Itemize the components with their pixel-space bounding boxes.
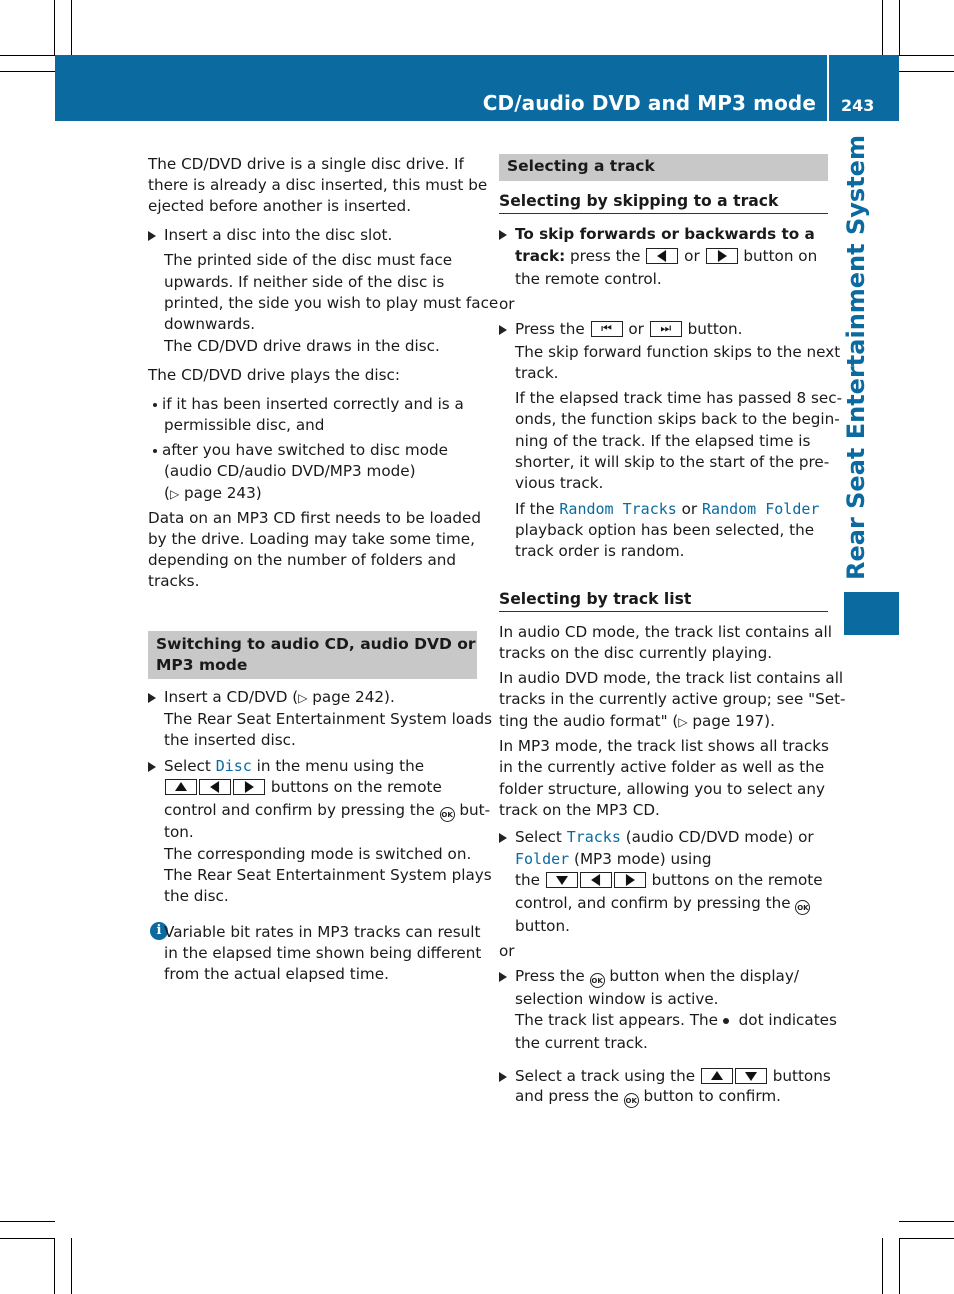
- step-text: buttons on the remote: [164, 777, 442, 798]
- step-detail: the disc.: [164, 887, 229, 905]
- menu-item-disc[interactable]: Disc: [215, 757, 252, 775]
- page-ref-arrow-icon: ▷: [169, 487, 180, 501]
- step-detail: ning of the track. If the elapsed time is: [515, 432, 811, 450]
- step-arrow-icon: [499, 325, 507, 335]
- page-reference[interactable]: page 197).: [692, 712, 775, 730]
- step-detail: The Rear Seat Entertainment System loads: [164, 710, 492, 728]
- step-detail: printed, the side you wish to play must face: [164, 294, 499, 312]
- step-detail: downwards.: [164, 315, 256, 333]
- option-random-tracks[interactable]: Random Tracks: [559, 500, 677, 518]
- crop-mark: [71, 0, 72, 55]
- paragraph: The CD/DVD drive plays the disc:: [148, 366, 400, 384]
- menu-item-folder[interactable]: Folder: [515, 850, 570, 868]
- step-detail: the current track.: [515, 1034, 648, 1052]
- skip-forward-key-icon: ⏭: [650, 321, 682, 337]
- step-detail: upwards. If neither side of the disc is: [164, 273, 445, 291]
- step-detail: The CD/DVD drive draws in the disc.: [164, 337, 440, 355]
- step-detail: The track list appears. The dot indicates: [515, 1011, 837, 1029]
- step-detail: playback option has been selected, the: [515, 521, 815, 539]
- paragraph: in the currently active folder as well as the: [499, 758, 825, 776]
- crop-mark: [899, 1238, 900, 1294]
- paragraph: by the drive. Loading may take some time,: [148, 530, 475, 548]
- paragraph: tracks on the disc currently playing.: [499, 644, 773, 662]
- step-text: the remote control.: [515, 270, 662, 288]
- step-arrow-icon: [499, 230, 507, 240]
- down-key-icon: [546, 872, 578, 888]
- page-header: [55, 55, 899, 121]
- skip-back-key-icon: ⏮: [591, 321, 623, 337]
- paragraph: tracks.: [148, 572, 200, 590]
- crop-mark: [71, 1238, 72, 1294]
- step-detail: onds, the function skips back to the begin-: [515, 410, 840, 428]
- bullet-text: permissible disc, and: [164, 416, 325, 434]
- step-text: Select a track using the buttons: [515, 1067, 831, 1085]
- info-icon: i: [150, 922, 168, 940]
- crop-mark: [54, 1238, 55, 1294]
- subsection-heading: Selecting by skipping to a track: [499, 192, 828, 214]
- note-text: in the elapsed time shown being different: [164, 944, 482, 962]
- page-ref-arrow-icon: ▷: [298, 691, 308, 705]
- subsection-heading: Selecting by track list: [499, 590, 828, 612]
- ok-button-icon: OK: [440, 807, 455, 822]
- crop-mark: [0, 1238, 55, 1239]
- step-detail: The printed side of the disc must face: [164, 251, 453, 269]
- step-text: control and confirm by pressing the OK but-: [164, 800, 490, 822]
- paragraph: In MP3 mode, the track list shows all tracks: [499, 737, 829, 755]
- right-key-icon: [706, 248, 738, 264]
- current-track-dot-icon: [723, 1018, 729, 1024]
- bullet-dot-icon: [153, 403, 157, 407]
- step-detail: If the elapsed track time has passed 8 sec-: [515, 389, 843, 407]
- step-text: To skip forwards or backwards to a: [515, 225, 815, 243]
- left-key-icon: [646, 248, 678, 264]
- step-text: Press the ⏮ or ⏭ button.: [515, 320, 743, 338]
- step-arrow-icon: [499, 1072, 507, 1082]
- step-arrow-icon: [148, 762, 156, 772]
- ok-button-icon: OK: [590, 973, 605, 988]
- page-reference[interactable]: page 242).: [312, 688, 395, 706]
- step-detail: If the Random Tracks or Random Folder: [515, 500, 820, 518]
- section-heading: Switching to audio CD, audio DVD or MP3 mode: [148, 631, 477, 679]
- step-text: Insert a disc into the disc slot.: [164, 226, 393, 244]
- up-key-icon: [701, 1068, 733, 1084]
- page-reference[interactable]: (▷ page 243): [164, 484, 262, 502]
- crop-mark: [882, 1238, 883, 1294]
- crop-mark: [899, 1238, 954, 1239]
- step-detail: track.: [515, 364, 559, 382]
- step-text: ton.: [164, 823, 194, 841]
- page-ref-arrow-icon: ▷: [678, 715, 688, 729]
- down-key-icon: [735, 1068, 767, 1084]
- left-key-icon: [199, 779, 231, 795]
- page-number: 243: [841, 96, 875, 115]
- header-divider: [827, 55, 829, 121]
- crop-mark: [882, 0, 883, 55]
- crop-mark: [0, 55, 55, 56]
- crop-mark: [0, 1221, 55, 1222]
- step-text: the buttons on the remote: [515, 871, 823, 889]
- step-text: Select Disc in the menu using the: [164, 757, 425, 775]
- section-heading: Selecting a track: [499, 154, 828, 181]
- side-chapter-label: Rear Seat Entertainment System: [842, 135, 870, 580]
- step-arrow-icon: [148, 693, 156, 703]
- option-random-folder[interactable]: Random Folder: [702, 500, 820, 518]
- step-text: and press the OK button to confirm.: [515, 1086, 781, 1108]
- ok-button-icon: OK: [795, 900, 810, 915]
- bullet-dot-icon: [153, 449, 157, 453]
- paragraph: ejected before another is inserted.: [148, 197, 412, 215]
- paragraph: The CD/DVD drive is a single disc drive. If: [148, 155, 464, 173]
- step-text: Press the OK button when the display/: [515, 966, 799, 988]
- step-detail: The corresponding mode is switched on.: [164, 845, 472, 863]
- step-text: Insert a CD/DVD (▷ page 242).: [164, 688, 395, 706]
- step-arrow-icon: [499, 833, 507, 843]
- left-key-icon: [580, 872, 612, 888]
- crop-mark: [0, 71, 55, 72]
- bullet-item: if it has been inserted correctly and is a: [153, 394, 464, 415]
- step-detail: the inserted disc.: [164, 731, 296, 749]
- paragraph: ting the audio format" (▷ page 197).: [499, 712, 775, 730]
- paragraph: In audio CD mode, the track list contains all: [499, 623, 832, 641]
- step-detail: vious track.: [515, 474, 604, 492]
- paragraph: depending on the number of folders and: [148, 551, 457, 569]
- crop-mark: [899, 71, 954, 72]
- paragraph: folder structure, allowing you to select any: [499, 780, 825, 798]
- page-title: CD/audio DVD and MP3 mode: [482, 91, 816, 115]
- right-key-icon: [233, 779, 265, 795]
- step-detail: The skip forward function skips to the next: [515, 343, 841, 361]
- bullet-text: (audio CD/audio DVD/MP3 mode): [164, 462, 416, 480]
- up-key-icon: [165, 779, 197, 795]
- paragraph: there is already a disc inserted, this must be: [148, 176, 488, 194]
- step-text: button.: [515, 917, 570, 935]
- step-detail: shorter, it will skip to the start of the pre-: [515, 453, 830, 471]
- step-text: Folder (MP3 mode) using: [515, 850, 712, 868]
- crop-mark: [899, 0, 900, 55]
- step-detail: The Rear Seat Entertainment System plays: [164, 866, 492, 884]
- step-text: track: press the or button on: [515, 247, 818, 265]
- crop-mark: [899, 1221, 954, 1222]
- step-text: control, and confirm by pressing the OK: [515, 893, 810, 915]
- crop-mark: [899, 55, 954, 56]
- note-text: from the actual elapsed time.: [164, 965, 389, 983]
- step-text: Select Tracks (audio CD/DVD mode) or: [515, 828, 814, 846]
- step-arrow-icon: [499, 972, 507, 982]
- paragraph: tracks in the currently active group; see "Set-: [499, 690, 846, 708]
- or-label: or: [499, 295, 515, 313]
- side-chapter-tab: [844, 592, 899, 635]
- menu-item-tracks[interactable]: Tracks: [566, 828, 621, 846]
- ok-button-icon: OK: [624, 1093, 639, 1108]
- paragraph: track on the MP3 CD.: [499, 801, 660, 819]
- step-detail: track order is random.: [515, 542, 685, 560]
- step-arrow-icon: [148, 231, 156, 241]
- step-text: selection window is active.: [515, 990, 719, 1008]
- note-text: Variable bit rates in MP3 tracks can result: [164, 923, 481, 941]
- paragraph: In audio DVD mode, the track list contains all: [499, 669, 844, 687]
- right-key-icon: [614, 872, 646, 888]
- or-label: or: [499, 942, 515, 960]
- paragraph: Data on an MP3 CD first needs to be loaded: [148, 509, 482, 527]
- crop-mark: [54, 0, 55, 55]
- bullet-item: after you have switched to disc mode: [153, 440, 448, 461]
